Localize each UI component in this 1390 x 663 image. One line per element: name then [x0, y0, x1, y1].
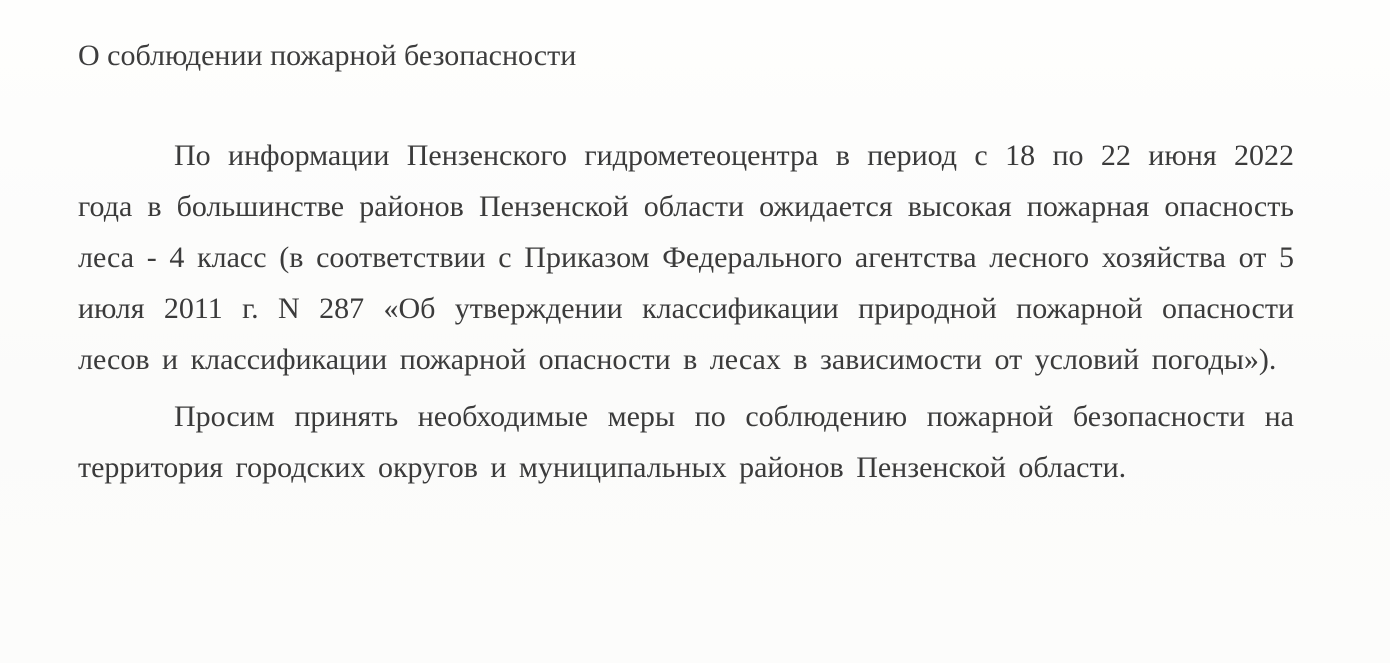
paragraph-request-measures: Просим принять необходимые меры по соблюдению пожарной безопасности на территория городских округов и муниципальных районов Пензенской области.: [78, 400, 1294, 484]
document-subject: О соблюдении пожарной безопасности: [78, 39, 577, 72]
paragraph-fire-danger-info: По информации Пензенского гидрометеоцентра в период с 18 по 22 июня 2022 года в большинстве районов Пензенской области ожидается высокая пожарная опасность леса - 4 класс (в соответствии с Приказом Федерального агентства лесного хозяйства от 5 июля 2011 г. N 287 «Об утверждении классификации природной пожарной опасности лесов и классификации пожарной опасности в лесах в зависимости от условий погоды»).: [78, 139, 1294, 376]
